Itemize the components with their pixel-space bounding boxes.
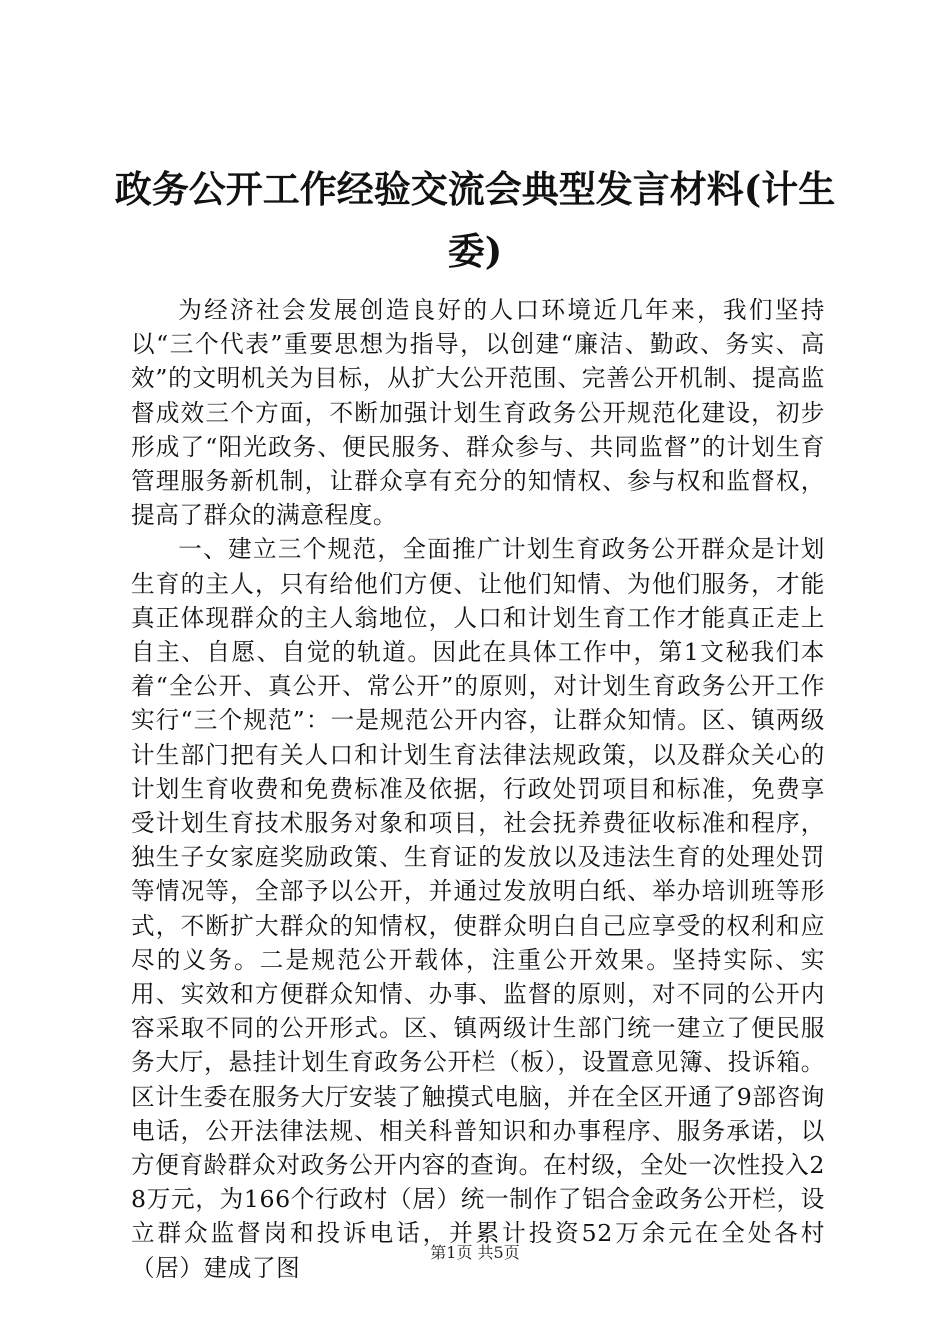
document-title: 政务公开工作经验交流会典型发言材料(计生委) [114, 167, 836, 273]
paragraph-section-one: 一、建立三个规范，全面推广计划生育政务公开群众是计划生育的主人，只有给他们方便、让他们知情、为他们服务，才能真正体现群众的主人翁地位，人口和计划生育工作才能真正走上自主、自愿、自觉的轨道。因此在具体工作中，第1文秘我们本着“全公开、真公开、常公开”的原则，对计划生育政务公开工作实行“三个规范”：一是规范公开内容，让群众知情。区、镇两级计生部门把有关人口和计划生育法律法规政策，以及群众关心的计划生育收费和免费标准及依据，行政处罚项目和标准，免费享受计划生育技术服务对象和项目，社会抚养费征收标准和程序，独生子女家庭奖励政策、生育证的发放以及违法生育的处理处罚等情况等，全部予以公开，并通过发放明白纸、举办培训班等形式，不断扩大群众的知情权，使群众明白自己应享受的权利和应尽的义务。二是规范公开载体，注重公开效果。坚持实际、实用、实效和方便群众知情、办事、监督的原则，对不同的公开内容采取不同的公开形式。区、镇两级计生部门统一建立了便民服务大厅，悬挂计划生育政务公开栏（板），设置意见簿、投诉箱。区计生委在服务大厅安装了触摸式电脑，并在全区开通了9部咨询电话，公开法律法规、相关科普知识和办事程序、服务承诺，以方便育龄群众对政务公开内容的查询。在村级，全处一次性投入28万元，为166个行政村（居）统一制作了铝合金政务公开栏，设立群众监督岗和投诉电话，并累计投资52万余元在全处各村（居）建成了图 [131, 535, 825, 1282]
paragraph-intro: 为经济社会发展创造良好的人口环境近几年来，我们坚持以“三个代表”重要思想为指导，以创建“廉洁、勤政、务实、高效”的文明机关为目标，从扩大公开范围、完善公开机制、提高监督成效三个方面，不断加强计划生育政务公开规范化建设，初步形成了“阳光政务、便民服务、群众参与、共同监督”的计划生育管理服务新机制，让群众享有充分的知情权、参与权和监督权，提高了群众的满意程度。 [131, 296, 825, 530]
document-body [131, 293, 825, 1285]
page-footer: 第1页 共5页 [430, 1243, 520, 1262]
